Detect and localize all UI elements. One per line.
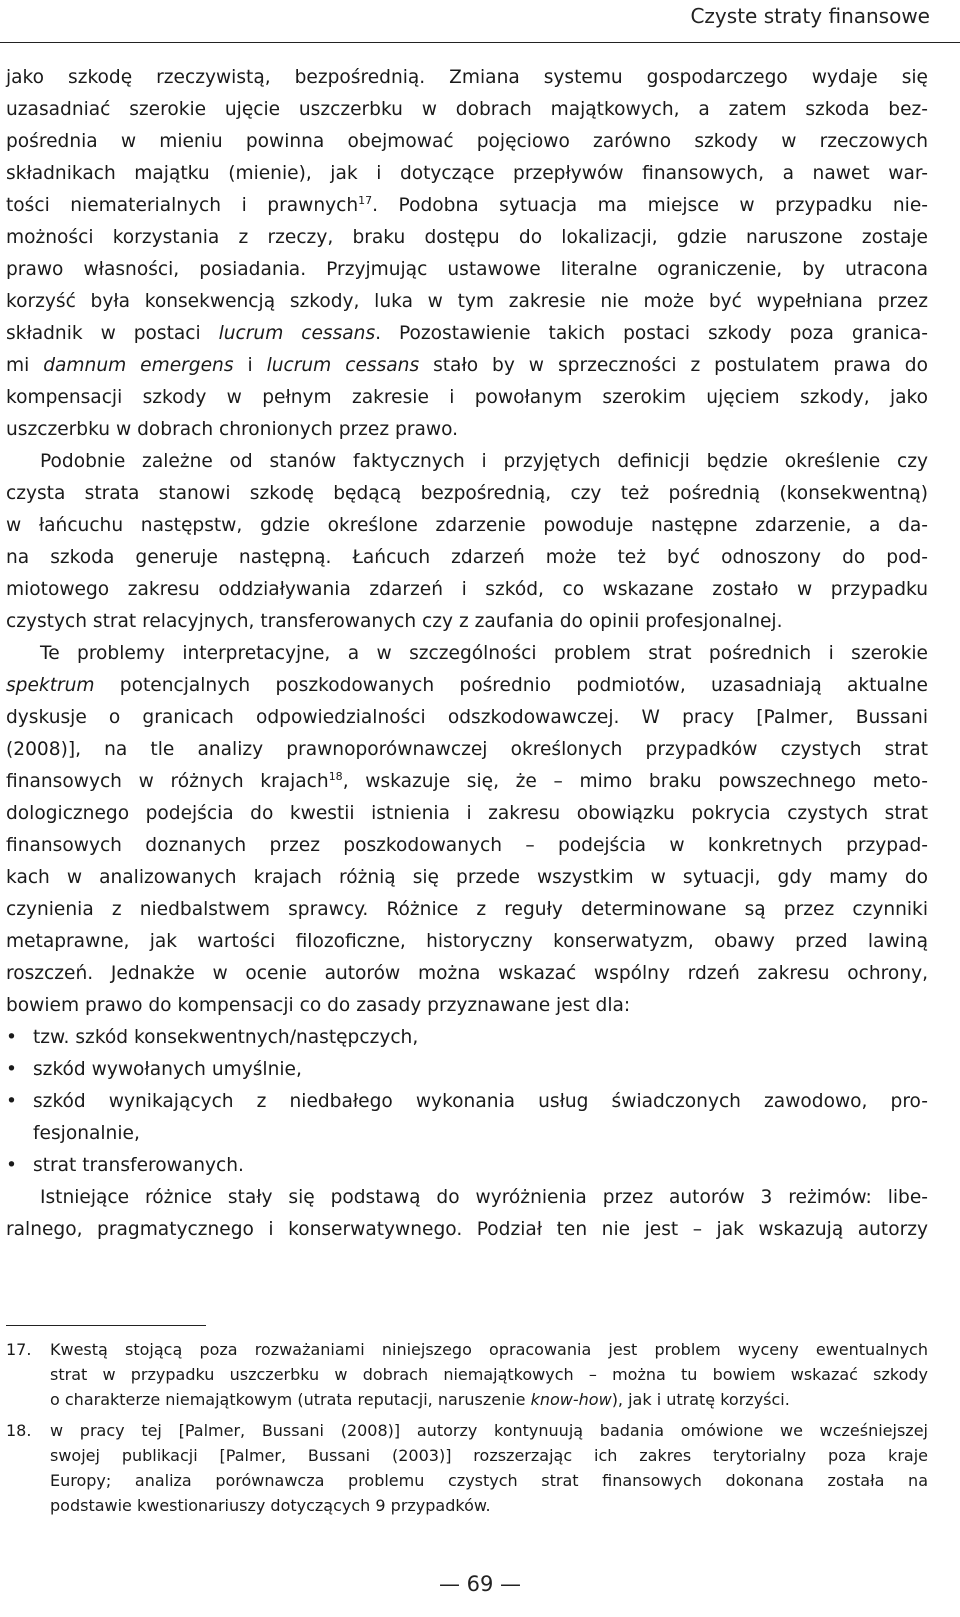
text-segment: i bbox=[233, 355, 267, 376]
text-line: dologicznego podejścia do kwestii istnienia i zakresu obowiązku pokrycia czystych strat bbox=[6, 803, 928, 824]
footnote-line: w pracy tej [Palmer, Bussani (2008)] autorzy kontynuują badania omówione we wcześniejszej bbox=[50, 1421, 928, 1440]
text-segment: stało by w sprzeczności z postulatem prawa do bbox=[419, 355, 928, 376]
text-segment: składnik w postaci bbox=[6, 323, 219, 344]
list-item-continuation: fesjonalnie, bbox=[33, 1123, 140, 1144]
list-item: • tzw. szkód konsekwentnych/następczych, bbox=[6, 1022, 928, 1054]
text-line: prawo własności, posiadania. Przyjmując ustawowe literalne ograniczenie, by utracona bbox=[6, 259, 928, 280]
italic-term: lucrum cessans bbox=[218, 323, 376, 344]
text-segment: mi bbox=[6, 355, 44, 376]
text-line: bowiem prawo do kompensacji co do zasady przyznawane jest dla: bbox=[6, 995, 631, 1016]
list-item: • szkód wywołanych umyślnie, bbox=[6, 1054, 928, 1086]
footnote-line: strat w przypadku uszczerbku w dobrach niemajątkowych – można tu bowiem wskazać szkody bbox=[50, 1365, 928, 1384]
text-line: dyskusje o granicach odpowiedzialności odszkodowawczej. W pracy [Palmer, Bussani bbox=[6, 707, 928, 728]
text-line bbox=[6, 670, 928, 702]
footnote-ref: 18 bbox=[328, 769, 343, 783]
italic-term: know-how bbox=[530, 1390, 612, 1409]
paragraph bbox=[6, 446, 928, 638]
running-header bbox=[0, 0, 960, 43]
list-item: • szkód wynikających z niedbałego wykonania usług świadczonych zawodowo, pro- bbox=[6, 1086, 928, 1118]
text-line: Istniejące różnice stały się podstawą do wyróżnienia przez autorów 3 reżimów: libe- bbox=[40, 1187, 928, 1208]
footnote-line: Kwestą stojącą poza rozważaniami niniejszego opracowania jest problem wyceny ewentualnych bbox=[50, 1340, 928, 1359]
text-line: metaprawne, jak wartości filozoficzne, historyczny konserwatyzm, obawy przed lawiną bbox=[6, 931, 928, 952]
text-segment: finansowych w różnych krajach bbox=[6, 771, 329, 792]
italic-term: lucrum cessans bbox=[266, 355, 420, 376]
footnote-separator bbox=[6, 1325, 206, 1326]
paragraph bbox=[6, 1182, 928, 1246]
text-line bbox=[6, 766, 928, 798]
paragraph bbox=[6, 638, 928, 1022]
text-line bbox=[6, 190, 928, 222]
text-segment: potencjalnych poszkodowanych pośrednio podmiotów, uzasadniają aktualne bbox=[94, 675, 928, 696]
text-line bbox=[6, 318, 928, 350]
text-line: roszczeń. Jednakże w ocenie autorów można wskazać wspólny rdzeń zakresu ochrony, bbox=[6, 963, 928, 984]
text-line: uszczerbku w dobrach chronionych przez prawo. bbox=[6, 419, 459, 440]
text-line: czysta strata stanowi szkodę będącą bezpośrednią, czy też pośrednią (konsekwentną) bbox=[6, 483, 928, 504]
text-line: kompensacji szkody w pełnym zakresie i powołanym szerokim ujęciem szkody, jako bbox=[6, 387, 928, 408]
text-line: miotowego zakresu oddziaływania zdarzeń i szkód, co wskazane zostało w przypadku bbox=[6, 579, 928, 600]
text-line: Te problemy interpretacyjne, a w szczególności problem strat pośrednich i szerokie bbox=[40, 643, 928, 664]
text-line: ralnego, pragmatycznego i konserwatywnego. Podział ten nie jest – jak wskazują autorzy bbox=[6, 1219, 928, 1240]
footnote-ref: 17 bbox=[358, 193, 373, 207]
text-segment: o charakterze niemajątkowym (utrata reputacji, naruszenie bbox=[50, 1390, 531, 1409]
text-segment: . Podobna sytuacja ma miejsce w przypadku nie- bbox=[372, 195, 928, 216]
footnote-line: podstawie kwestionariuszy dotyczących 9 przypadków. bbox=[50, 1496, 491, 1515]
italic-term: damnum emergens bbox=[43, 355, 234, 376]
text-line: finansowych doznanych przez poszkodowanych – podejścia w konkretnych przypad- bbox=[6, 835, 928, 856]
text-line: pośrednia w mieniu powinna obejmować pojęciowo zarówno szkody w rzeczowych bbox=[6, 131, 928, 152]
text-line: w łańcuchu następstw, gdzie określone zdarzenie powoduje następne zdarzenie, a da- bbox=[6, 515, 928, 536]
footnote-number: 18. bbox=[6, 1421, 32, 1440]
text-line: jako szkodę rzeczywistą, bezpośrednią. Zmiana systemu gospodarczego wydaje się bbox=[6, 67, 928, 88]
text-line: możności korzystania z rzeczy, braku dostępu do lokalizacji, gdzie naruszone zostaje bbox=[6, 227, 928, 248]
text-line: czystych strat relacyjnych, transferowanych czy z zaufania do opinii profesjonalnej. bbox=[6, 611, 783, 632]
text-line: czynienia z niedbalstwem sprawcy. Różnice z reguły determinowane są przez czynniki bbox=[6, 899, 928, 920]
text-line: uzasadniać szerokie ujęcie uszczerbku w dobrach majątkowych, a zatem szkoda bez- bbox=[6, 99, 928, 120]
footnote-line: swojej publikacji [Palmer, Bussani (2003)] rozszerzając ich zakres terytorialny poza kraje bbox=[50, 1446, 928, 1465]
text-segment: tości niematerialnych i prawnych bbox=[6, 195, 359, 216]
footnote-line bbox=[50, 1387, 928, 1412]
text-line: korzyść była konsekwencją szkody, luka w tym zakresie nie może być wypełniana przez bbox=[6, 291, 928, 312]
footnote-17 bbox=[6, 1337, 928, 1412]
footnotes bbox=[6, 1337, 928, 1524]
list-item: • strat transferowanych. bbox=[6, 1150, 928, 1182]
text-line: Podobnie zależne od stanów faktycznych i przyjętych definicji będzie określenie czy bbox=[40, 451, 928, 472]
bullet-list bbox=[6, 1022, 928, 1182]
text-line: składnikach majątku (mienie), jak i dotyczące przepływów finansowych, a nawet war- bbox=[6, 163, 928, 184]
text-segment: , wskazuje się, że – mimo braku powszechnego meto- bbox=[342, 771, 928, 792]
paragraph bbox=[6, 62, 928, 446]
footnote-line: Europy; analiza porównawcza problemu czystych strat finansowych dokonana została na bbox=[50, 1471, 928, 1490]
text-line: kach w analizowanych krajach różnią się przede wszystkim w sytuacji, gdy mamy do bbox=[6, 867, 928, 888]
text-segment: . Pozostawienie takich postaci szkody poza granica- bbox=[375, 323, 928, 344]
footnote-18 bbox=[6, 1418, 928, 1518]
header-title: Czyste straty finansowe bbox=[690, 4, 930, 28]
text-segment: ), jak i utratę korzyści. bbox=[611, 1390, 790, 1409]
text-line: na szkoda generuje następną. Łańcuch zdarzeń może też być odnoszony do pod- bbox=[6, 547, 928, 568]
body-text bbox=[6, 62, 928, 1246]
text-line: (2008)], na tle analizy prawnoporównawczej określonych przypadków czystych strat bbox=[6, 739, 928, 760]
footnote-number: 17. bbox=[6, 1340, 32, 1359]
italic-term: spektrum bbox=[6, 675, 95, 696]
text-line bbox=[6, 350, 928, 382]
page-number: — 69 — bbox=[438, 1572, 522, 1596]
